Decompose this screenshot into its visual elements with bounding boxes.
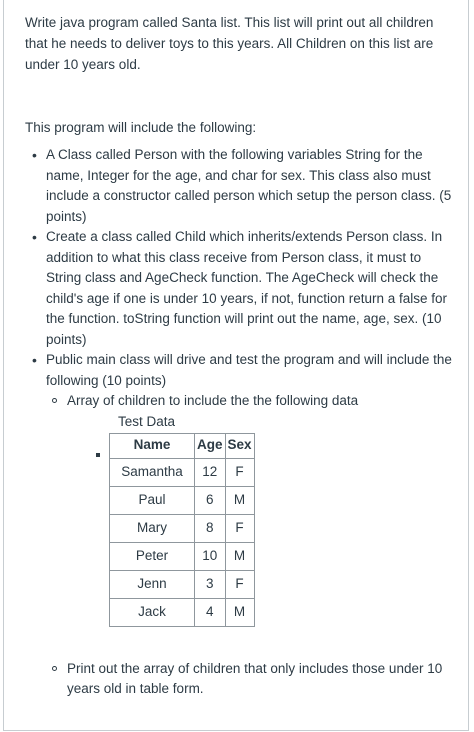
cell-name: Samantha: [110, 458, 195, 486]
sub-list-item-text: Print out the array of children that only includes those under 10 years old in table form.: [67, 660, 443, 696]
list-item-text: A Class called Person with the following variables String for the name, Integer for the age, and char for sex. This class also must include a constructor called person which setup the person class. (5 points): [46, 147, 452, 224]
test-data-table: [109, 433, 255, 627]
list-item: [4, 145, 468, 227]
table-row: [110, 486, 255, 514]
table-caption: Test Data: [118, 413, 176, 429]
list-item-text: Create a class called Child which inherits/extends Person class. In addition to what this class receive from Person class, it must to String class and AgeCheck function. The AgeCheck will check the child's age if one is under 10 years, if not, function return a false for the function. toString function will print out the name, age, sex. (10 points): [46, 229, 448, 347]
cell-name: Jack: [110, 598, 195, 626]
table-row: [110, 570, 255, 598]
bullet-dot-icon: •: [32, 229, 37, 245]
square-icon: [96, 453, 100, 457]
sub-list-item-text: Array of children to include the the following data: [67, 393, 359, 408]
sub-list-item: [46, 659, 452, 700]
cell-name: Jenn: [110, 570, 195, 598]
sub-list: [46, 391, 452, 700]
list-item-text: Public main class will drive and test the program and will include the following (10 points): [46, 352, 452, 388]
list-item: [4, 350, 468, 700]
cell-sex: M: [225, 598, 254, 626]
sub-list-item: [46, 391, 452, 627]
table-row: [110, 542, 255, 570]
bullet-dot-icon: •: [32, 147, 37, 163]
cell-sex: M: [225, 486, 254, 514]
header-age: Age: [195, 433, 226, 458]
table-row: [110, 458, 255, 486]
cell-sex: F: [225, 458, 254, 486]
cell-age: 6: [195, 486, 226, 514]
bullet-dot-icon: •: [32, 352, 37, 368]
cell-name: Paul: [110, 486, 195, 514]
header-name: Name: [110, 433, 195, 458]
cell-sex: F: [225, 514, 254, 542]
cell-name: Peter: [110, 542, 195, 570]
cell-sex: M: [225, 542, 254, 570]
hollow-circle-icon: [52, 398, 57, 403]
cell-age: 10: [195, 542, 226, 570]
list-item: [4, 227, 468, 350]
cell-age: 4: [195, 598, 226, 626]
table-row: [110, 598, 255, 626]
table-row: [110, 514, 255, 542]
lead-paragraph: This program will include the following:: [25, 120, 257, 135]
hollow-circle-icon: [52, 666, 57, 671]
cell-age: 8: [195, 514, 226, 542]
requirements-list: [4, 145, 468, 700]
cell-age: 12: [195, 458, 226, 486]
test-data-table-wrap: [88, 433, 452, 627]
header-sex: Sex: [225, 433, 254, 458]
content-frame: [3, 0, 469, 731]
cell-name: Mary: [110, 514, 195, 542]
cell-age: 3: [195, 570, 226, 598]
table-header-row: [110, 433, 255, 458]
cell-sex: F: [225, 570, 254, 598]
intro-paragraph: Write java program called Santa list. This list will print out all children that he needs to deliver toys to this years. All Children on this list are under 10 years old.: [25, 15, 434, 72]
